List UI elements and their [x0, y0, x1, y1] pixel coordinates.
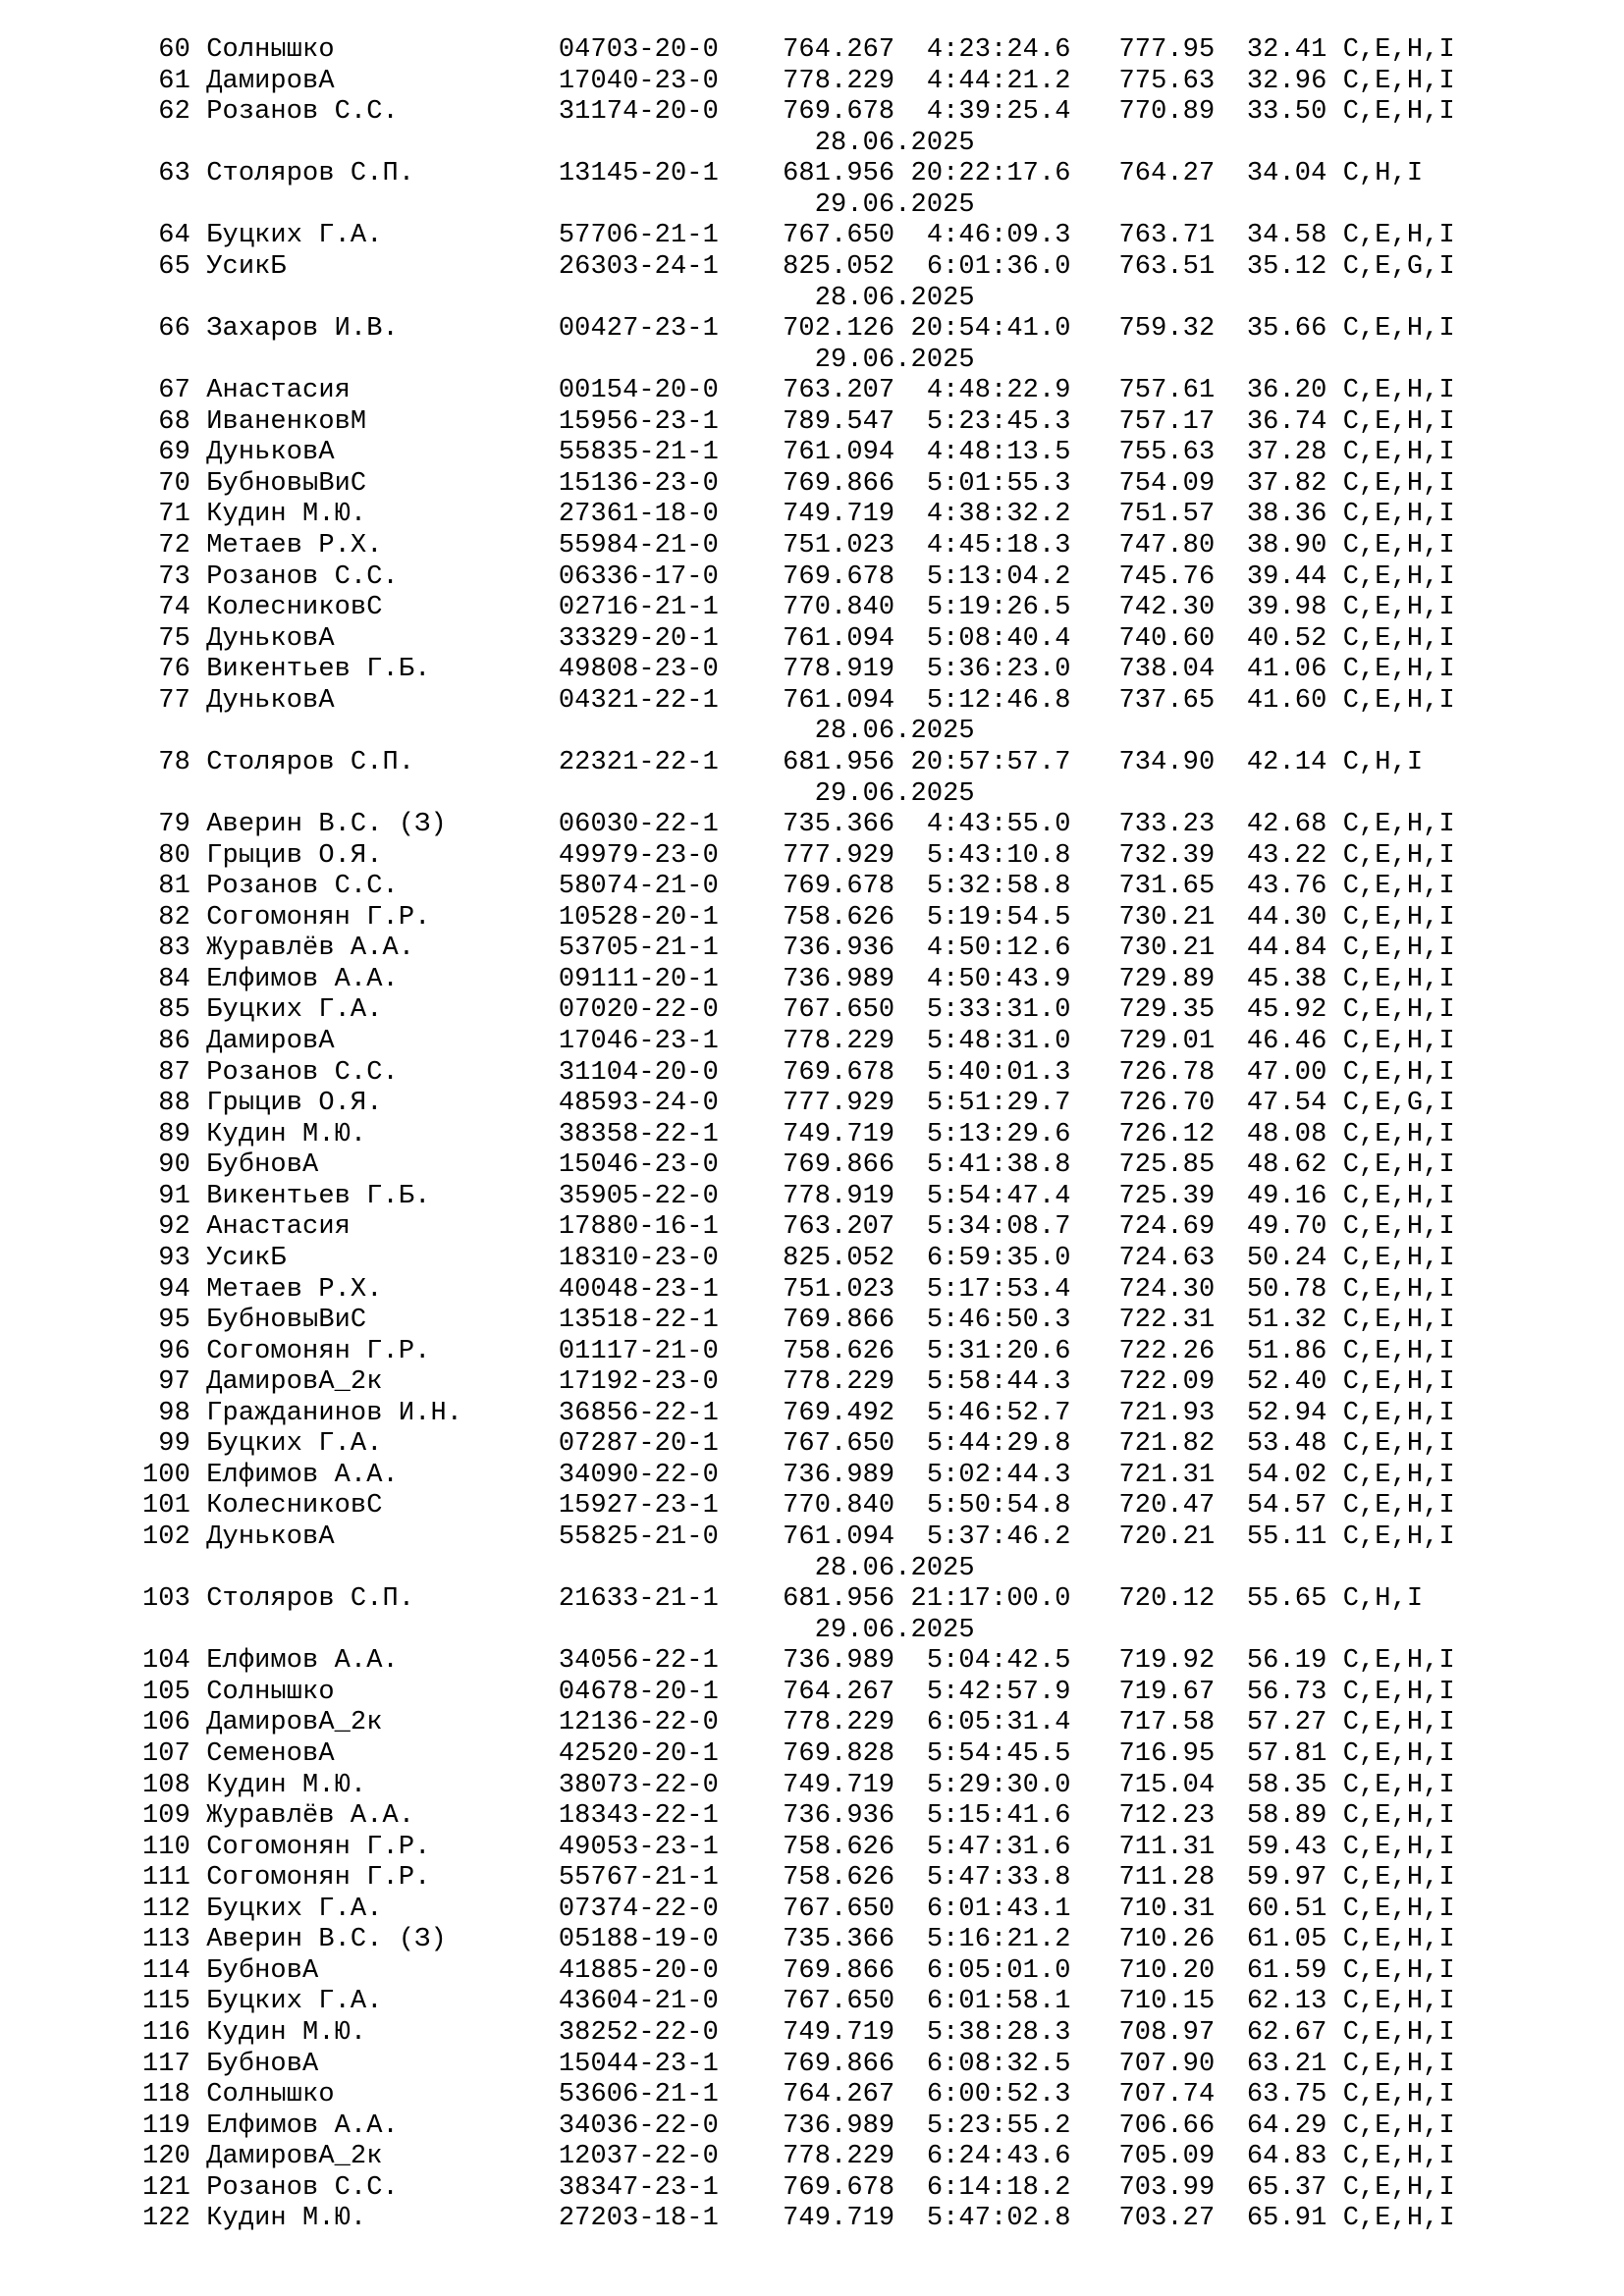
result-row: 105 Солнышко 04678-20-1 764.267 5:42:57.9 719.67 56.73 C,E,H,I [142, 1677, 1455, 1707]
result-row: 111 Согомонян Г.Р. 55767-21-1 758.626 5:47:33.8 711.28 59.97 C,E,H,I [142, 1863, 1455, 1894]
result-row: 61 ДамировА 17040-23-0 778.229 4:44:21.2 775.63 32.96 C,E,H,I [142, 66, 1455, 96]
result-row: 62 Розанов С.С. 31174-20-0 769.678 4:39:25.4 770.89 33.50 C,E,H,I [142, 97, 1455, 128]
result-row: 65 УсикБ 26303-24-1 825.052 6:01:36.0 763.51 35.12 C,E,G,I [142, 251, 1455, 282]
result-row: 66 Захаров И.В. 00427-23-1 702.126 20:54:41.0 759.32 35.66 C,E,H,I [142, 314, 1455, 345]
result-row: 80 Грыцив О.Я. 49979-23-0 777.929 5:43:10.8 732.39 43.22 C,E,H,I [142, 840, 1455, 871]
result-row: 77 ДуньковА 04321-22-1 761.094 5:12:46.8 737.65 41.60 C,E,H,I [142, 685, 1455, 716]
result-row: 99 Буцких Г.А. 07287-20-1 767.650 5:44:29.8 721.82 53.48 C,E,H,I [142, 1429, 1455, 1460]
result-row: 113 Аверин В.С. (З) 05188-19-0 735.366 5:16:21.2 710.26 61.05 C,E,H,I [142, 1925, 1455, 1955]
result-row: 112 Буцких Г.А. 07374-22-0 767.650 6:01:43.1 710.31 60.51 C,E,H,I [142, 1894, 1455, 1924]
result-row: 104 Елфимов А.А. 34056-22-1 736.989 5:04:42.5 719.92 56.19 C,E,H,I [142, 1646, 1455, 1677]
result-row: 95 БубновыВиС 13518-22-1 769.866 5:46:50.3 722.31 51.32 C,E,H,I [142, 1306, 1455, 1336]
result-row: 120 ДамировА_2к 12037-22-0 778.229 6:24:43.6 705.09 64.83 C,E,H,I [142, 2142, 1455, 2172]
result-row: 103 Столяров С.П. 21633-21-1 681.956 21:17:00.0 720.12 55.65 C,H,I [142, 1584, 1424, 1615]
date-row: 29.06.2025 [142, 345, 975, 375]
result-row: 121 Розанов С.С. 38347-23-1 769.678 6:14:18.2 703.99 65.37 C,E,H,I [142, 2172, 1455, 2203]
result-row: 64 Буцких Г.А. 57706-21-1 767.650 4:46:09.3 763.71 34.58 C,E,H,I [142, 221, 1455, 251]
result-row: 110 Согомонян Г.Р. 49053-23-1 758.626 5:47:31.6 711.31 59.43 C,E,H,I [142, 1832, 1455, 1862]
result-row: 76 Викентьев Г.Б. 49808-23-0 778.919 5:36:23.0 738.04 41.06 C,E,H,I [142, 655, 1455, 685]
result-row: 101 КолесниковС 15927-23-1 770.840 5:50:54.8 720.47 54.57 C,E,H,I [142, 1491, 1455, 1522]
result-row: 100 Елфимов А.А. 34090-22-0 736.989 5:02:44.3 721.31 54.02 C,E,H,I [142, 1460, 1455, 1490]
result-row: 122 Кудин М.Ю. 27203-18-1 749.719 5:47:02.8 703.27 65.91 C,E,H,I [142, 2204, 1455, 2234]
result-row: 73 Розанов С.С. 06336-17-0 769.678 5:13:04.2 745.76 39.44 C,E,H,I [142, 561, 1455, 592]
results-listing [142, 35, 1455, 2235]
result-row: 118 Солнышко 53606-21-1 764.267 6:00:52.3 707.74 63.75 C,E,H,I [142, 2080, 1455, 2110]
result-row: 97 ДамировА_2к 17192-23-0 778.229 5:58:44.3 722.09 52.40 C,E,H,I [142, 1367, 1455, 1398]
date-row: 29.06.2025 [142, 1615, 975, 1645]
result-row: 60 Солнышко 04703-20-0 764.267 4:23:24.6 777.95 32.41 C,E,H,I [142, 35, 1455, 65]
result-row: 90 БубновА 15046-23-0 769.866 5:41:38.8 725.85 48.62 C,E,H,I [142, 1150, 1455, 1181]
result-row: 87 Розанов С.С. 31104-20-0 769.678 5:40:01.3 726.78 47.00 C,E,H,I [142, 1057, 1455, 1088]
result-row: 78 Столяров С.П. 22321-22-1 681.956 20:57:57.7 734.90 42.14 C,H,I [142, 747, 1424, 777]
result-row: 93 УсикБ 18310-23-0 825.052 6:59:35.0 724.63 50.24 C,E,H,I [142, 1243, 1455, 1273]
date-row: 29.06.2025 [142, 778, 975, 809]
result-row: 82 Согомонян Г.Р. 10528-20-1 758.626 5:19:54.5 730.21 44.30 C,E,H,I [142, 902, 1455, 933]
result-row: 115 Буцких Г.А. 43604-21-0 767.650 6:01:58.1 710.15 62.13 C,E,H,I [142, 1987, 1455, 2017]
result-row: 71 Кудин М.Ю. 27361-18-0 749.719 4:38:32.2 751.57 38.36 C,E,H,I [142, 500, 1455, 530]
result-row: 96 Согомонян Г.Р. 01117-21-0 758.626 5:31:20.6 722.26 51.86 C,E,H,I [142, 1336, 1455, 1366]
result-row: 68 ИваненковМ 15956-23-1 789.547 5:23:45.3 757.17 36.74 C,E,H,I [142, 406, 1455, 437]
result-row: 94 Метаев Р.Х. 40048-23-1 751.023 5:17:53.4 724.30 50.78 C,E,H,I [142, 1274, 1455, 1305]
result-row: 114 БубновА 41885-20-0 769.866 6:05:01.0 710.20 61.59 C,E,H,I [142, 1955, 1455, 1986]
result-row: 70 БубновыВиС 15136-23-0 769.866 5:01:55.3 754.09 37.82 C,E,H,I [142, 468, 1455, 499]
result-row: 67 Анастасия 00154-20-0 763.207 4:48:22.9 757.61 36.20 C,E,H,I [142, 376, 1455, 406]
date-row: 28.06.2025 [142, 283, 975, 313]
result-row: 106 ДамировА_2к 12136-22-0 778.229 6:05:31.4 717.58 57.27 C,E,H,I [142, 1708, 1455, 1738]
result-row: 84 Елфимов А.А. 09111-20-1 736.989 4:50:43.9 729.89 45.38 C,E,H,I [142, 964, 1455, 994]
result-row: 91 Викентьев Г.Б. 35905-22-0 778.919 5:54:47.4 725.39 49.16 C,E,H,I [142, 1181, 1455, 1211]
date-row: 28.06.2025 [142, 717, 975, 747]
result-row: 81 Розанов С.С. 58074-21-0 769.678 5:32:58.8 731.65 43.76 C,E,H,I [142, 872, 1455, 902]
result-row: 107 СеменовА 42520-20-1 769.828 5:54:45.5 716.95 57.81 C,E,H,I [142, 1738, 1455, 1769]
result-row: 116 Кудин М.Ю. 38252-22-0 749.719 5:38:28.3 708.97 62.67 C,E,H,I [142, 2018, 1455, 2048]
result-row: 92 Анастасия 17880-16-1 763.207 5:34:08.7 724.69 49.70 C,E,H,I [142, 1212, 1455, 1243]
result-row: 74 КолесниковС 02716-21-1 770.840 5:19:26.5 742.30 39.98 C,E,H,I [142, 593, 1455, 623]
result-row: 98 Гражданинов И.Н. 36856-22-1 769.492 5:46:52.7 721.93 52.94 C,E,H,I [142, 1398, 1455, 1428]
result-row: 72 Метаев Р.Х. 55984-21-0 751.023 4:45:18.3 747.80 38.90 C,E,H,I [142, 531, 1455, 561]
date-row: 28.06.2025 [142, 128, 975, 158]
date-row: 28.06.2025 [142, 1553, 975, 1583]
result-row: 75 ДуньковА 33329-20-1 761.094 5:08:40.4 740.60 40.52 C,E,H,I [142, 623, 1455, 654]
result-row: 88 Грыцив О.Я. 48593-24-0 777.929 5:51:29.7 726.70 47.54 C,E,G,I [142, 1089, 1455, 1119]
result-row: 85 Буцких Г.А. 07020-22-0 767.650 5:33:31.0 729.35 45.92 C,E,H,I [142, 995, 1455, 1026]
result-row: 83 Журавлёв А.А. 53705-21-1 736.936 4:50:12.6 730.21 44.84 C,E,H,I [142, 934, 1455, 964]
result-row: 117 БубновА 15044-23-1 769.866 6:08:32.5 707.90 63.21 C,E,H,I [142, 2049, 1455, 2079]
result-row: 119 Елфимов А.А. 34036-22-0 736.989 5:23:55.2 706.66 64.29 C,E,H,I [142, 2110, 1455, 2141]
result-row: 89 Кудин М.Ю. 38358-22-1 749.719 5:13:29.6 726.12 48.08 C,E,H,I [142, 1119, 1455, 1149]
result-row: 102 ДуньковА 55825-21-0 761.094 5:37:46.2 720.21 55.11 C,E,H,I [142, 1522, 1455, 1552]
result-row: 108 Кудин М.Ю. 38073-22-0 749.719 5:29:30.0 715.04 58.35 C,E,H,I [142, 1770, 1455, 1800]
result-row: 63 Столяров С.П. 13145-20-1 681.956 20:22:17.6 764.27 34.04 C,H,I [142, 159, 1424, 189]
result-row: 69 ДуньковА 55835-21-1 761.094 4:48:13.5 755.63 37.28 C,E,H,I [142, 438, 1455, 468]
result-row: 86 ДамировА 17046-23-1 778.229 5:48:31.0 729.01 46.46 C,E,H,I [142, 1027, 1455, 1056]
result-row: 109 Журавлёв А.А. 18343-22-1 736.936 5:15:41.6 712.23 58.89 C,E,H,I [142, 1801, 1455, 1832]
result-row: 79 Аверин В.С. (З) 06030-22-1 735.366 4:43:55.0 733.23 42.68 C,E,H,I [142, 810, 1455, 840]
date-row: 29.06.2025 [142, 189, 975, 220]
